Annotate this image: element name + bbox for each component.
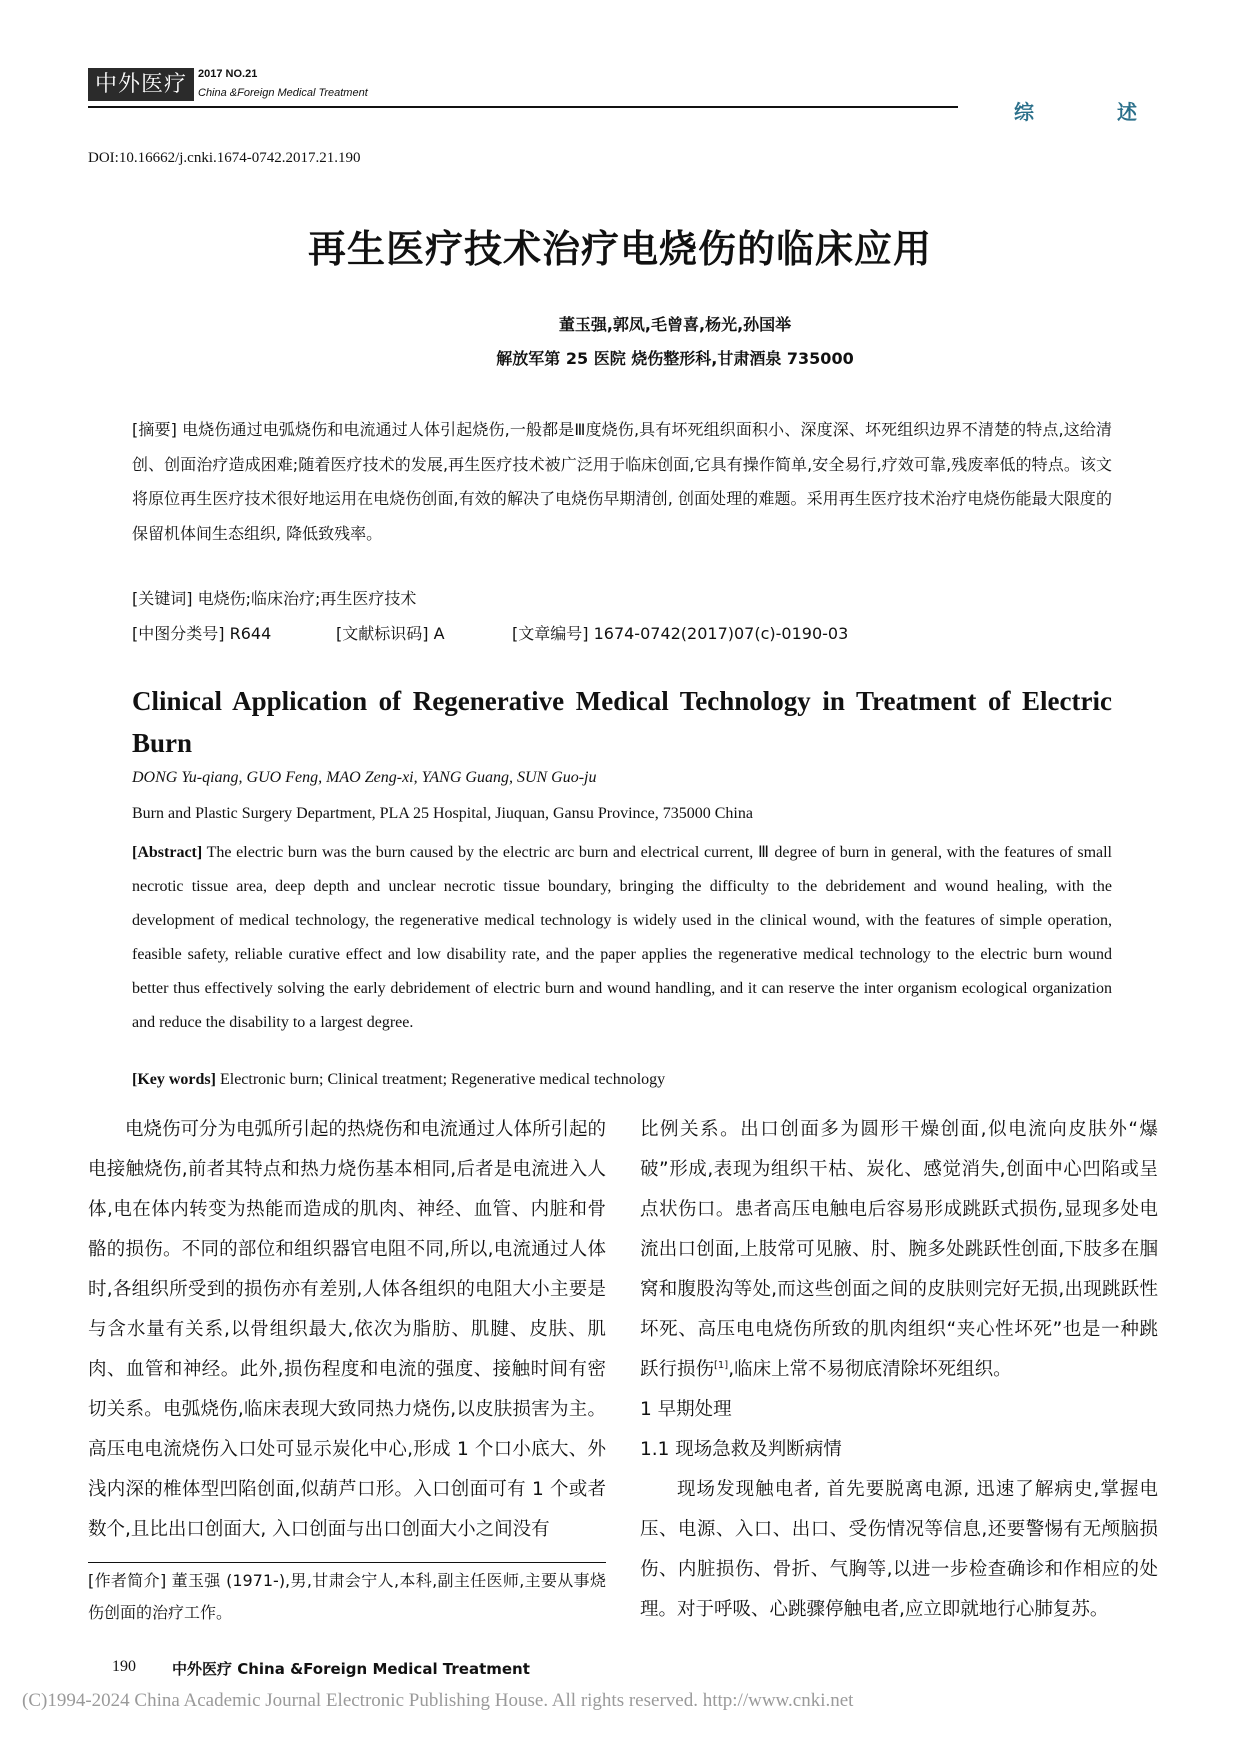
body-column-left (88, 1110, 606, 1550)
doc-code-value: A (428, 624, 445, 643)
clc-label: [中图分类号] (132, 624, 225, 643)
title-zh: 再生医疗技术治疗电烧伤的临床应用 (307, 227, 932, 271)
paragraph-text-tail: ,临床上常不易彻底清除坏死组织。 (728, 1359, 1012, 1380)
abstract-zh-text: 电烧伤通过电弧烧伤和电流通过人体引起烧伤,一般都是Ⅲ度烧伤,具有坏死组织面积小、深度深、坏死组织边界不清楚的特点,这给清创、创面治疗造成困难;随着医疗技术的发展,再生医疗技术被广泛用于临床创面,它具有操作简单,安全易行,疗效可靠,残废率低的特点。该文将原位再生医疗技术很好地运用在电烧伤创面,有效的解决了电烧伤早期清创, 创面处理的难题。采用再生医疗技术治疗电烧伤能最大限度的保留机体间生态组织, 降低致残率。 (132, 420, 1112, 543)
footer-journal: 中外医疗 China &Foreign Medical Treatment (172, 1660, 530, 1678)
keywords-zh-label: [关键词] (132, 589, 193, 608)
subsection-heading: 1.1 现场急救及判断病情 (640, 1439, 842, 1460)
doc-code-item (336, 617, 512, 652)
doi: DOI:10.16662/j.cnki.1674-0742.2017.21.190 (88, 150, 361, 166)
keywords-en-text: Electronic burn; Clinical treatment; Regenerative medical technology (215, 1071, 666, 1088)
abstract-zh (132, 413, 1112, 551)
keywords-en (132, 1071, 665, 1089)
clc-item (132, 617, 336, 652)
article-no-item (512, 617, 848, 652)
keywords-zh-text: 电烧伤;临床治疗;再生医疗技术 (192, 589, 417, 608)
section-label: 综 述 (1014, 100, 1175, 124)
doc-code-label: [文献标识码] (336, 624, 429, 643)
section-heading: 1 早期处理 (640, 1399, 732, 1420)
footnote-rule (88, 1562, 606, 1563)
body-paragraph: 电烧伤可分为电弧所引起的热烧伤和电流通过人体所引起的电接触烧伤,前者其特点和热力烧伤基本相同,后者是电流进入人体,电在体内转变为热能而造成的肌肉、神经、血管、内脏和骨骼的损伤。不同的部位和组织器官电阻不同,所以,电流通过人体时,各组织所受到的损伤亦有差别,人体各组织的电阻大小主要是与含水量有关系,以骨组织最大,依次为脂肪、肌腱、皮肤、肌肉、血管和神经。此外,损伤程度和电流的强度、接触时间有密切关系。电弧烧伤,临床表现大致同热力烧伤,以皮肤损害为主。高压电电流烧伤入口处可显示炭化中心,形成 1 个口小底大、外浅内深的椎体型凹陷创面,似葫芦口形。入口创面可有 1 个或者数个,且比出口创面大, 入口创面与出口创面大小之间没有 (88, 1119, 607, 1540)
title-en: Clinical Application of Regenerative Medical Technology in Treatment of Electric Burn (132, 686, 1112, 758)
keywords-zh (132, 582, 1112, 617)
footnote-label: [作者简介] (88, 1571, 167, 1590)
clc-value: R644 (224, 624, 272, 643)
journal-name-en: China &Foreign Medical Treatment (198, 87, 368, 99)
journal-logo: 中外医疗 (88, 68, 194, 101)
abstract-zh-label: [摘要] (132, 420, 177, 439)
authors-en: DONG Yu-qiang, GUO Feng, MAO Zeng-xi, YANG Guang, SUN Guo-ju (132, 769, 597, 786)
article-no-value: 1674-0742(2017)07(c)-0190-03 (588, 624, 849, 643)
abstract-en-text: The electric burn was the burn caused by the electric arc burn and electrical current, Ⅲ degree of burn in general, with the features of small necrotic tissue area, deep depth and unclear necrotic tissue boundary, bringing the difficulty to the debridement and wound healing, with the development of medical technology, the regenerative medical technology is widely used in the clinical wound, with the features of simple operation, feasible safety, reliable curative effect and low disability rate, and the paper applies the regenerative medical technology to the electric burn wound better thus effectively solving the early debridement of electric burn and wound handling, and it can reserve the inter organism ecological organization and reduce the disability to a largest degree. (132, 844, 1112, 1031)
header-rule (88, 106, 958, 108)
body-column-right (640, 1110, 1158, 1630)
article-no-label: [文章编号] (512, 624, 589, 643)
abstract-en (132, 836, 1112, 1040)
classification-row (132, 617, 1112, 652)
page-number: 190 (112, 1658, 136, 1675)
author-footnote (88, 1565, 606, 1629)
body-paragraph: 现场发现触电者, 首先要脱离电源, 迅速了解病史,掌握电压、电源、入口、出口、受伤情况等信息,还要警惕有无颅脑损伤、内脏损伤、骨折、气胸等,以进一步检查确诊和作相应的处理。对于呼吸、心跳骤停触电者,应立即就地行心肺复苏。 (640, 1479, 1158, 1620)
year-issue: 2017 NO.21 (198, 68, 258, 80)
copyright-notice: (C)1994-2024 China Academic Journal Electronic Publishing House. All rights reserved. http://www.cnki.net (22, 1690, 854, 1711)
citation-ref: [1] (714, 1359, 729, 1371)
footnote-text: 董玉强 (1971-),男,甘肃会宁人,本科,副主任医师,主要从事烧伤创面的治疗工作。 (88, 1571, 606, 1622)
affiliation-en: Burn and Plastic Surgery Department, PLA 25 Hospital, Jiuquan, Gansu Province, 735000 China (132, 805, 753, 822)
authors-zh: 董玉强,郭凤,毛曾喜,杨光,孙国举 (558, 315, 792, 334)
keywords-en-label: [Key words] (132, 1071, 216, 1088)
abstract-en-label: [Abstract] (132, 844, 203, 861)
paragraph-text: 比例关系。出口创面多为圆形干燥创面,似电流向皮肤外“爆破”形成,表现为组织干枯、炭化、感觉消失,创面中心凹陷或呈点状伤口。患者高压电触电后容易形成跳跃式损伤,显现多处电流出口创面,上肢常可见腋、肘、腕多处跳跃性创面,下肢多在腘窝和腹股沟等处,而这些创面之间的皮肤则完好无损,出现跳跃性坏死、高压电电烧伤所致的肌肉组织“夹心性坏死”也是一种跳跃行损伤 (640, 1119, 1158, 1380)
body-paragraph (640, 1110, 1158, 1390)
affiliation-zh: 解放军第 25 医院 烧伤整形科,甘肃酒泉 735000 (496, 349, 854, 368)
